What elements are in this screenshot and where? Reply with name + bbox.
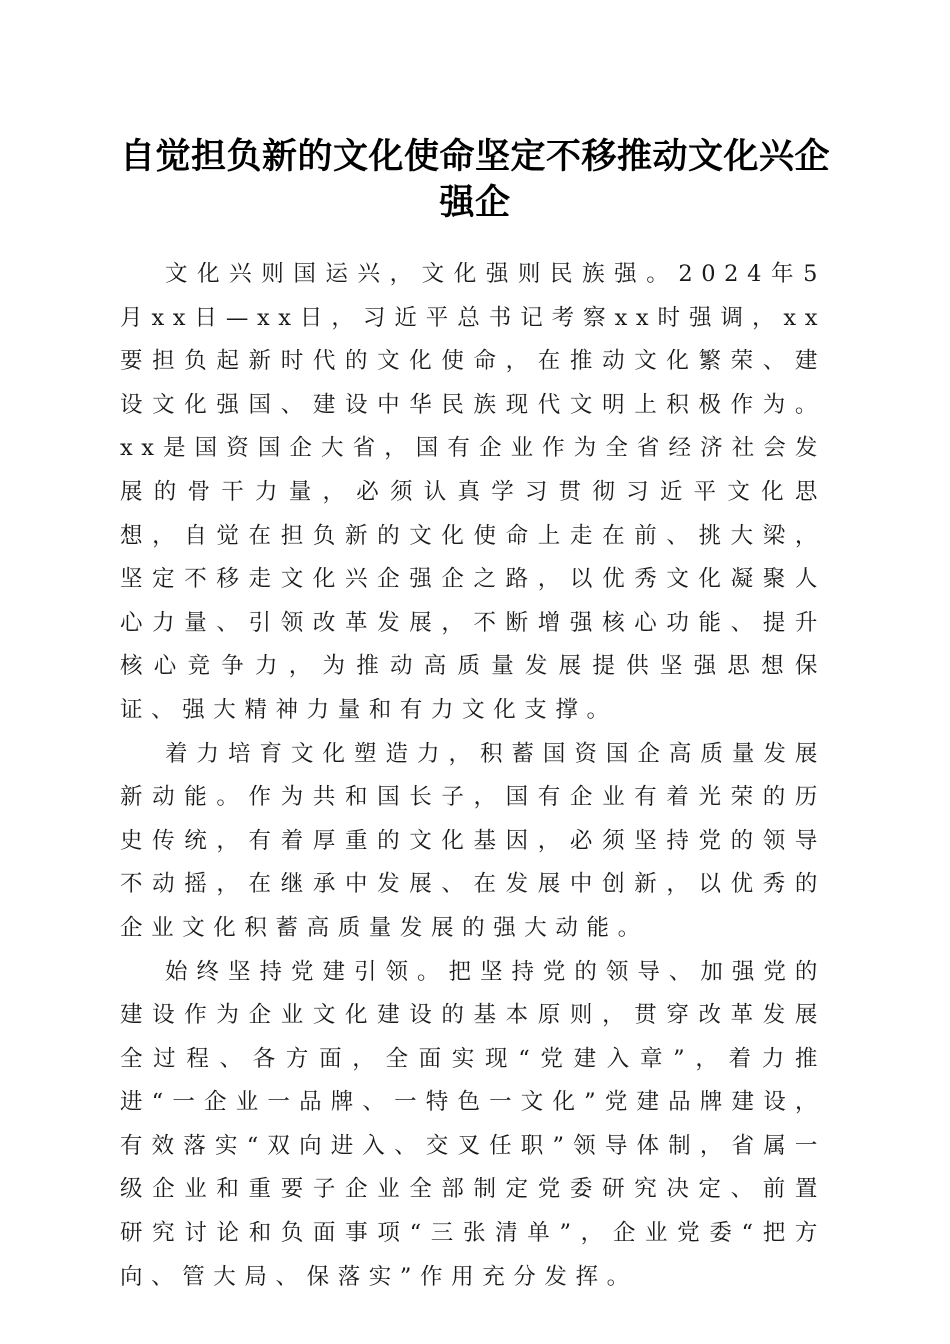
paragraph-cultural-shaping: 着力培育文化塑造力，积蓄国资国企高质量发展新动能。作为共和国长子，国有企业有着光荣的历史传统，有着厚重的文化基因，必须坚持党的领导不动摇，在继承中发展、在发展中创新，以优秀的企业文化积蓄高质量发展的强大动能。 [120, 740, 826, 941]
paragraph-intro: 文化兴则国运兴，文化强则民族强。2024年5月xx日—xx日，习近平总书记考察xx时强调，xx要担负起新时代的文化使命，在推动文化繁荣、建设文化强国、建设中华民族现代文明上积极作为。xx是国资国企大省，国有企业作为全省经济社会发展的骨干力量，必须认真学习贯彻习近平文化思想，自觉在担负新的文化使命上走在前、挑大梁，坚定不移走文化兴企强企之路，以优秀文化凝聚人心力量、引领改革发展，不断增强核心功能、提升核心竞争力，为推动高质量发展提供坚强思想保证、强大精神力量和有力文化支撑。 [120, 261, 826, 723]
paragraph-party-leadership: 始终坚持党建引领。把坚持党的领导、加强党的建设作为企业文化建设的基本原则，贯穿改革发展全过程、各方面，全面实现“党建入章”，着力推进“一企业一品牌、一特色一文化”党建品牌建设，有效落实“双向进入、交叉任职”领导体制，省属一级企业和重要子企业全部制定党委研究决定、前置研究讨论和负面事项“三张清单”，企业党委“把方向、管大局、保落实”作用充分发挥。 [120, 958, 826, 1290]
document-title: 自觉担负新的文化使命坚定不移推动文化兴企强企 [119, 136, 830, 223]
document-body [120, 253, 826, 1299]
